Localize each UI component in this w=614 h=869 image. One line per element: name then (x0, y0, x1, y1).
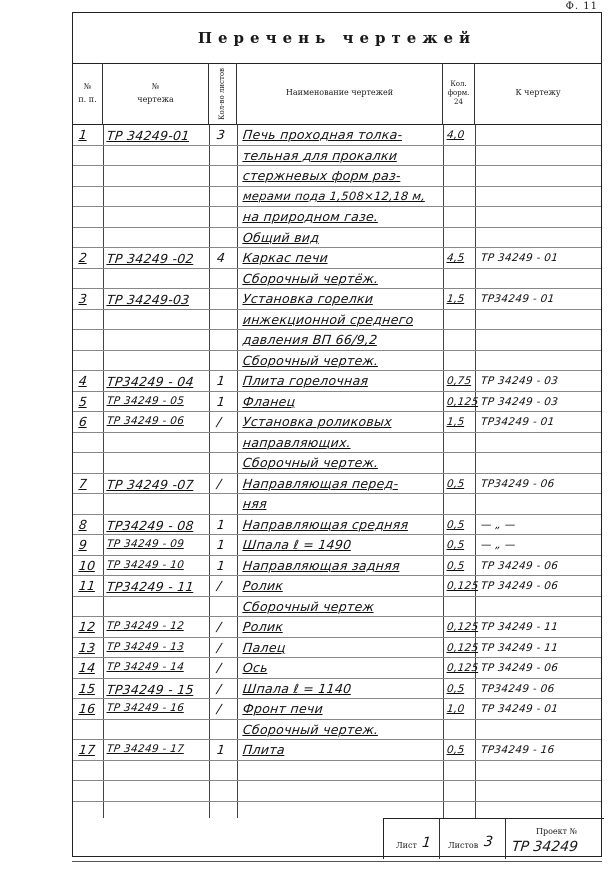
drawing-name-line: Ролик (242, 619, 285, 634)
drawing-name-line: стержневых форм раз- (242, 168, 402, 183)
drawing-name-line: Печь проходная толка- (242, 127, 404, 142)
column-divider (443, 125, 444, 818)
drawing-code: ТР 34249-03 (106, 292, 191, 307)
column-divider (209, 125, 210, 818)
sheet-value: 1 (421, 835, 432, 851)
row-rule (73, 247, 601, 248)
drawing-name-line: инжекционной среднего (242, 311, 415, 327)
row-rule (73, 514, 601, 515)
row-number: 6 (78, 414, 89, 429)
row-rule (73, 534, 601, 535)
row-rule (73, 739, 601, 740)
row-number: 11 (78, 578, 97, 593)
row-number: 7 (78, 475, 89, 491)
drawing-name-line: Сборочный чертёж. (242, 270, 380, 286)
format-value: 0,125 (446, 621, 480, 633)
project-cell (506, 819, 604, 859)
drawing-code: ТР34249 - 04 (106, 374, 195, 389)
reference-drawing: — „ — (480, 539, 517, 551)
drawing-code: ТР 34249-01 (106, 128, 191, 143)
format-value: 1,5 (446, 416, 466, 428)
drawing-name-line: Направляющая перед- (242, 475, 400, 491)
drawing-name-line: Каркас печи (242, 250, 329, 265)
reference-drawing: ТР34249 - 01 (480, 293, 556, 305)
reference-drawing: ТР34249 - 06 (480, 477, 556, 490)
row-rule (73, 493, 601, 494)
format-value: 0,75 (446, 375, 473, 387)
drawing-code: ТР 34249 - 10 (106, 558, 185, 571)
drawing-name-line: Фланец (242, 393, 297, 409)
reference-drawing: ТР34249 - 06 (480, 682, 556, 695)
drawing-name-line: Ось (242, 660, 269, 675)
row-rule (73, 206, 601, 207)
row-number: 14 (78, 660, 97, 675)
format-value: 0,5 (446, 518, 466, 531)
header-sheets-label: Кол-во листов (217, 67, 226, 120)
sheets-total-value: 3 (483, 834, 494, 850)
row-rule (73, 329, 601, 330)
reference-drawing: ТР 34249 - 11 (480, 621, 559, 633)
sheet-count: 1 (216, 742, 227, 757)
row-rule (73, 678, 601, 679)
sheet-count: 1 (216, 557, 227, 573)
reference-drawing: ТР 34249 - 06 (480, 559, 559, 572)
drawing-name-line: давления ВП 66/9,2 (242, 332, 379, 347)
sheet-count: / (216, 639, 223, 655)
row-number: 12 (78, 619, 97, 634)
row-rule (73, 186, 601, 187)
reference-drawing: ТР 34249 - 01 (480, 252, 559, 264)
drawing-name-line: Сборочный чертеж. (242, 721, 380, 737)
row-rule (73, 309, 601, 310)
drawing-name-line: Ролик (242, 578, 285, 593)
drawing-name-line: направляющих. (242, 434, 352, 450)
drawing-name-line: Установка горелки (242, 291, 375, 306)
column-divider (237, 125, 238, 818)
header-number-sub: п. п. (78, 94, 97, 104)
row-rule (73, 452, 601, 453)
sheet-count: 4 (216, 250, 227, 265)
format-value: 1,0 (446, 703, 466, 715)
sheet-count: / (216, 680, 223, 696)
bottom-rule (72, 861, 602, 862)
drawing-name-line: Шпала ℓ = 1490 (242, 537, 353, 552)
drawing-code: ТР 34249 - 06 (106, 415, 185, 427)
sheet-count: / (216, 619, 223, 634)
format-value: 0,125 (446, 580, 480, 592)
sheet-count: / (216, 660, 223, 675)
format-value: 0,5 (446, 559, 466, 572)
row-rule (73, 411, 601, 412)
appendix-note (0, 702, 1, 780)
drawing-name-line: Сборочный чертеж. (242, 455, 380, 470)
header-name (237, 63, 443, 125)
reference-drawing: ТР 34249 - 06 (480, 580, 559, 592)
row-rule (73, 657, 601, 658)
drawing-code: ТР 34249 - 17 (106, 743, 185, 755)
drawing-code: ТР 34249 - 05 (106, 394, 185, 407)
format-value: 4,5 (446, 252, 466, 264)
row-rule (73, 350, 601, 351)
header-drawing (103, 63, 209, 125)
row-rule (73, 473, 601, 474)
title-block (383, 818, 604, 859)
drawing-code: ТР 34249 - 12 (106, 620, 185, 632)
drawing-name-line: Плита (242, 742, 286, 757)
project-label: Проект № (536, 827, 578, 836)
row-rule (73, 575, 601, 576)
format-value: 0,5 (446, 477, 466, 490)
sheet-cell (384, 819, 440, 859)
reference-drawing: ТР34249 - 01 (480, 416, 556, 428)
sheet-label: Лист (396, 841, 417, 850)
row-rule (73, 637, 601, 638)
drawing-name-line: на природном газе. (242, 209, 380, 224)
drawing-code: ТР34249 - 11 (106, 579, 195, 594)
row-rule (73, 698, 601, 699)
format-value: 0,125 (446, 662, 480, 674)
header-drawing-sub: чертежа (137, 94, 174, 104)
format-value: 0,125 (446, 395, 480, 408)
row-rule (73, 165, 601, 166)
drawing-code: ТР34249 - 08 (106, 517, 195, 533)
row-rule (73, 719, 601, 720)
row-rule (73, 288, 601, 289)
drawing-name-line: Направляющая задняя (242, 557, 401, 573)
sheet-count: 1 (216, 516, 227, 532)
drawing-name-line: Установка роликовых (242, 414, 393, 429)
format-value: 0,5 (446, 682, 466, 695)
drawing-code: ТР 34249 - 13 (106, 640, 185, 653)
row-rule (73, 370, 601, 371)
drawing-name-line: Плита горелочная (242, 373, 370, 388)
format-value: 0,5 (446, 539, 466, 551)
row-number: 17 (78, 742, 97, 757)
header-number-label: № (83, 81, 92, 91)
header-drawing-label: № (151, 81, 160, 91)
reference-drawing: ТР 34249 - 11 (480, 641, 559, 654)
drawing-code: ТР34249 - 15 (106, 681, 195, 697)
row-number: 9 (78, 537, 89, 552)
drawing-name-line: мерами пода 1,508×12,18 м, (242, 188, 427, 203)
sheet-count: / (216, 414, 223, 429)
sheets-total-label: Листов (448, 841, 479, 850)
sheet-count: 3 (216, 127, 227, 142)
format-value: 0,5 (446, 744, 466, 756)
sheet-count: / (216, 701, 223, 716)
header-reference-label: К чертежу (515, 88, 561, 98)
reference-drawing: ТР 34249 - 03 (480, 395, 559, 408)
format-value: 0,125 (446, 641, 480, 654)
row-rule (73, 432, 601, 433)
row-rule (73, 780, 601, 781)
header-format-label: Кол. форм. 24 (447, 79, 470, 107)
column-divider (475, 125, 476, 818)
row-number: 1 (78, 127, 89, 142)
row-rule (73, 555, 601, 556)
row-rule (73, 760, 601, 761)
drawing-name-line: Направляющая средняя (242, 516, 410, 532)
sheet-count: 1 (216, 393, 227, 409)
row-rule (73, 616, 601, 617)
row-rule (73, 596, 601, 597)
format-value: 4,0 (446, 129, 466, 141)
row-number: 13 (78, 639, 97, 655)
row-number: 5 (78, 393, 89, 409)
form-code: Ф. 11 (565, 1, 598, 12)
row-rule (73, 391, 601, 392)
header-sheets-count (209, 63, 237, 125)
row-number: 3 (78, 291, 89, 306)
drawing-name-line: тельная для прокалки (242, 147, 399, 163)
reference-drawing: ТР34249 - 16 (480, 744, 556, 756)
drawing-name-line: Общий вид (242, 229, 321, 245)
row-rule (73, 801, 601, 802)
column-divider (103, 125, 104, 818)
drawing-name-line: Палец (242, 639, 287, 655)
sheet-count: 1 (216, 537, 227, 552)
header-reference (475, 63, 601, 125)
row-number: 15 (78, 680, 97, 696)
drawing-list-sheet (72, 12, 602, 857)
header-format (443, 63, 475, 125)
drawing-name-line: няя (242, 496, 268, 511)
page-title: Перечень чертежей (73, 13, 601, 64)
row-number: 10 (78, 557, 97, 573)
header-number (73, 63, 103, 125)
drawing-name-line: Сборочный чертеж. (242, 352, 380, 368)
drawing-code: ТР 34249 - 14 (106, 661, 185, 673)
reference-drawing: ТР 34249 - 01 (480, 703, 559, 715)
reference-drawing: ТР 34249 - 03 (480, 375, 559, 387)
row-rule (73, 145, 601, 146)
row-rule (73, 227, 601, 228)
drawing-code: ТР 34249 - 09 (106, 538, 185, 550)
row-number: 2 (78, 250, 89, 265)
row-number: 4 (78, 373, 89, 388)
drawing-code: ТР 34249 - 16 (106, 702, 185, 714)
reference-drawing: — „ — (480, 518, 517, 531)
row-number: 16 (78, 701, 97, 716)
drawing-name-line: Сборочный чертеж (242, 598, 376, 614)
drawing-name-line: Фронт печи (242, 701, 324, 716)
drawing-name-line: Шпала ℓ = 1140 (242, 680, 353, 696)
row-number: 8 (78, 516, 89, 532)
sheet-count: 1 (216, 373, 227, 388)
sheet-count: / (216, 475, 223, 491)
reference-drawing: ТР 34249 - 06 (480, 662, 559, 674)
row-rule (73, 268, 601, 269)
project-value: ТР 34249 (511, 839, 579, 855)
format-value: 1,5 (446, 293, 466, 305)
sheet-count: / (216, 578, 223, 593)
header-name-label: Наименование чертежей (285, 88, 394, 98)
drawing-code: ТР 34249 -02 (106, 251, 195, 266)
drawing-code: ТР 34249 -07 (106, 476, 195, 492)
sheets-total-cell (440, 819, 506, 859)
